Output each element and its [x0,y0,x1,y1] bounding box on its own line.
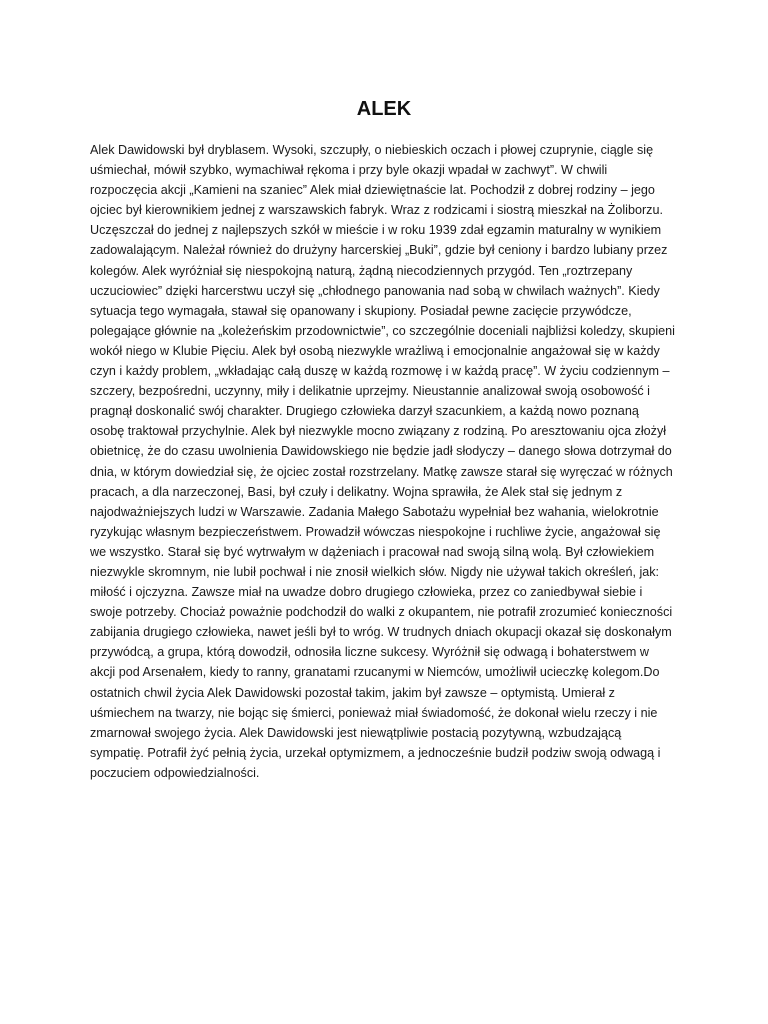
document-body [90,140,676,783]
body-paragraph: Alek Dawidowski był dryblasem. Wysoki, szczupły, o niebieskich oczach i płowej czuprynie, ciągle się uśmiechał, mówił szybko, wymachiwał rękoma i przy byle okazji wpadał w zachwyt”. W chwili rozpoczęcia akcji „Kamieni na szaniec” Alek miał dziewiętnaście lat. Pochodził z dobrej rodziny – jego ojciec był kierownikiem jednej z warszawskich fabryk. Wraz z rodzicami i siostrą mieszkał na Żoliborzu. Uczęszczał do jednej z najlepszych szkół w mieście i w roku 1939 zdał egzamin maturalny w wynikiem zadowalającym. Należał również do drużyny harcerskiej „Buki”, gdzie był ceniony i bardzo lubiany przez kolegów. Alek wyróżniał się niespokojną naturą, żądną niecodziennych przygód. Ten „roztrzepany uczuciowiec” dzięki harcerstwu uczył się „chłodnego panowania nad sobą w chwilach ważnych”. Kiedy sytuacja tego wymagała, stawał się opanowany i skupiony. Posiadał pewne zacięcie przywódcze, polegające głównie na „koleżeńskim przodownictwie”, co szczególnie doceniali najbliżsi koledzy, skupieni wokół niego w Klubie Pięciu. Alek był osobą niezwykle wrażliwą i emocjonalnie angażował się w każdy czyn i każdy problem, „wkładając całą duszę w każdą rozmowę i w każdą pracę”. W życiu codziennym – szczery, bezpośredni, uczynny, miły i delikatnie uprzejmy. Nieustannie analizował swoją osobowość i pragnął doskonalić swój charakter. Drugiego człowieka darzył szacunkiem, a każdą nowo poznaną osobę traktował przychylnie. Alek był niezwykle mocno związany z rodziną. Po aresztowaniu ojca złożył obietnicę, że do czasu uwolnienia Dawidowskiego nie będzie jadł słodyczy – danego słowa dotrzymał do dnia, w którym dowiedział się, że ojciec został rozstrzelany. Matkę zawsze starał się wyręczać w różnych pracach, a dla narzeczonej, Basi, był czuły i delikatny. Wojna sprawiła, że Alek stał się jednym z najodważniejszych ludzi w Warszawie. Zadania Małego Sabotażu wypełniał bez wahania, wielokrotnie ryzykując własnym bezpieczeństwem. Prowadził wówczas niespokojne i ruchliwe życie, angażował się we wszystko. Starał się być wytrwałym w dążeniach i pracował nad swoją silną wolą. Był człowiekiem niezwykle skromnym, nie lubił pochwał i nie znosił wielkich słów. Nigdy nie używał takich określeń, jak: miłość i ojczyzna. Zawsze miał na uwadze dobro drugiego człowieka, przez co zaniedbywał siebie i swoje potrzeby. Chociaż poważnie podchodził do walki z okupantem, nie potrafił zrozumieć konieczności zabijania drugiego człowieka, nawet jeśli był to wróg. W trudnych dniach okupacji okazał się doskonałym przywódcą, a grupa, którą dowodził, odnosiła liczne sukcesy. Wyróżnił się odwagą i bohaterstwem w akcji pod Arsenałem, kiedy to ranny, granatami rzucanymi w Niemców, umożliwił ucieczkę kolegom.Do ostatnich chwil życia Alek Dawidowski pozostał takim, jakim był zawsze – optymistą. Umierał z uśmiechem na twarzy, nie bojąc się śmierci, ponieważ miał świadomość, że dokonał wielu rzeczy i nie zmarnował swojego życia. Alek Dawidowski jest niewątpliwie postacią pozytywną, wzbudzającą sympatię. Potrafił żyć pełnią życia, urzekał optymizmem, a jednocześnie budził podziw swoją odwagą i poczuciem odpowiedzialności. [90,143,675,780]
document-title: ALEK [356,98,412,120]
